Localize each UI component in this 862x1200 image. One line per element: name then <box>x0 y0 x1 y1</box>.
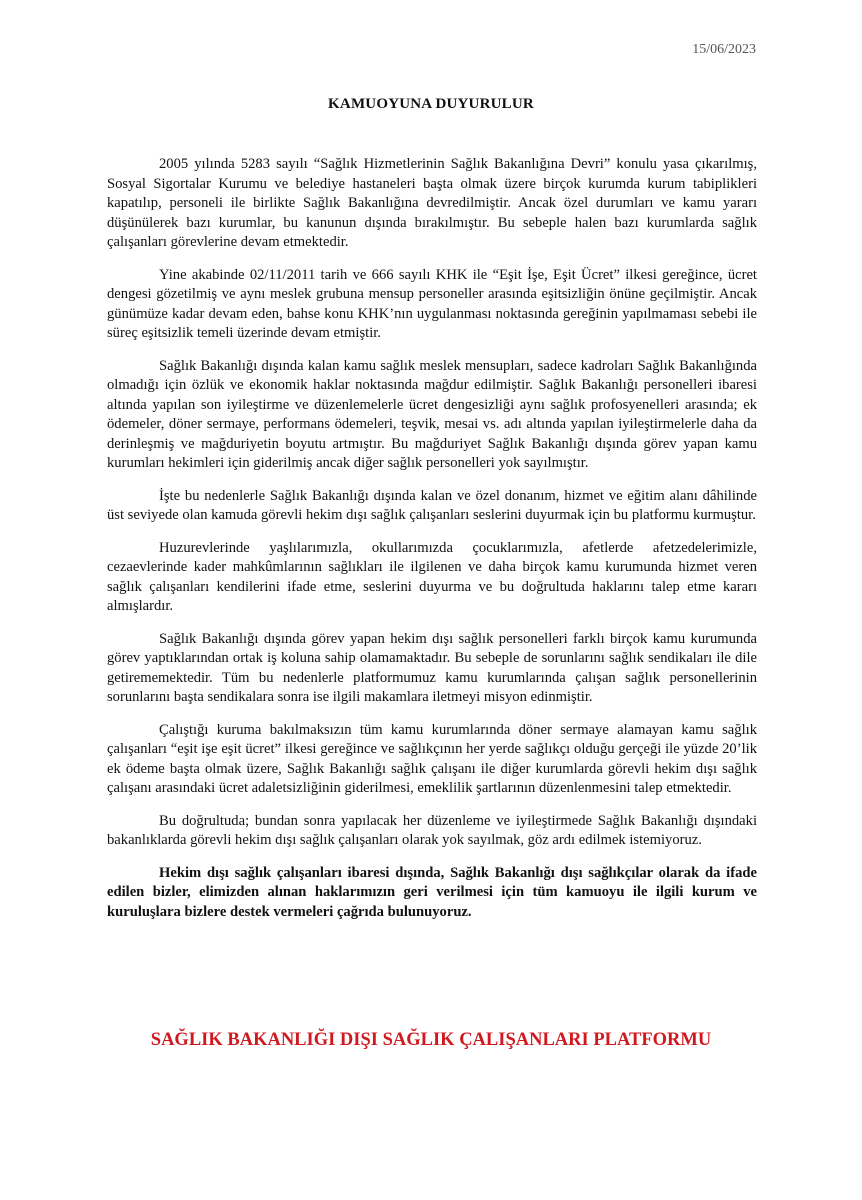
paragraph-4: İşte bu nedenlerle Sağlık Bakanlığı dışında kalan ve özel donanım, hizmet ve eğitim alanı dâhilinde üst seviyede olan kamuda görevli hekim dışı sağlık çalışanları seslerini duyurmak için bu platformu kurmuştur. <box>107 487 757 523</box>
paragraph-8: Bu doğrultuda; bundan sonra yapılacak her düzenleme ve iyileştirmede Sağlık Bakanlığı dışındaki bakanlıklarda görevli hekim dışı sağlık çalışanları olarak yok sayılmak, göz ardı edilmek istemiyoruz. <box>107 812 757 848</box>
paragraph-6: Sağlık Bakanlığı dışında görev yapan hekim dışı sağlık personelleri farklı birçok kamu kurumunda görev yaptıklarından ortak iş koluna sahip olamamaktadır. Bu sebeple de sorunlarını sağlık sendikaları ile dile getirememektedir. Tüm bu nedenlerle platformumuz kamu kurumlarında çalışan sağlık personellerinin sorunlarını başta sendikalara sonra ise ilgili makamlara iletmeyi misyon edinmiştir. <box>107 630 757 705</box>
paragraph-2: Yine akabinde 02/11/2011 tarih ve 666 sayılı KHK ile “Eşit İşe, Eşit Ücret” ilkesi gereğince, ücret dengesi gözetilmiş ve aynı meslek grubuna mensup personeller arasında eşitsizliğin önüne geçilmiştir. Ancak günümüze kadar devam eden, bahse konu KHK’nın uygulanması noktasında gereğinin yapılmaması sebebi ile süreç eşitsizlik temeli üzerinde devam etmiştir. <box>107 266 757 341</box>
document-title: KAMUOYUNA DUYURULUR <box>328 96 534 112</box>
paragraph-3: Sağlık Bakanlığı dışında kalan kamu sağlık meslek mensupları, sadece kadroları Sağlık Bakanlığında olmadığı için özlük ve ekonomik haklar noktasında mağdur edilmiştir. Sağlık Bakanlığı personelleri ibaresi altında yapılan son iyileştirme ve düzenlemelerle ücret dengesizliği aynı sağlık profosyenelleri arasında; ek ödemeler, döner sermaye, performans ödemeleri, teşvik, mesai vs. adı altında yapılan iyileştirmelerle daha da derinleşmiş ve mağduriyetin boyutu artmıştır. Bu mağduriyet Sağlık Bakanlığı dışında görev yapan kamu kurumları hekimleri için giderilmiş ancak diğer sağlık personelleri yok sayılmıştır. <box>107 357 757 471</box>
paragraph-5: Huzurevlerinde yaşlılarımızla, okullarımızda çocuklarımızla, afetlerde afetzedelerimizle, cezaevlerinde kader mahkûmlarının sağlıkları ile ilgilenen ve daha birçok kamu kurumunda hizmet veren sağlık çalışanları kendilerini ifade etme, seslerini duyurma ve bu doğrultuda haklarını talep etme kararı almışlardır. <box>107 539 757 614</box>
paragraph-7: Çalıştığı kuruma bakılmaksızın tüm kamu kurumlarında döner sermaye alamayan kamu sağlık çalışanları “eşit işe eşit ücret” ilkesi gereğince ve sağlıkçının her yerde sağlıkçı olduğu gerçeği ile yüzde 20’lik ek ödeme başta olmak üzere, Sağlık Bakanlığı sağlık çalışanı ile diğer kurumlarda görevli hekim dışı sağlık çalışanı arasındaki ücret adaletsizliğinin giderilmesi, emeklilik şartlarının düzenlenmesini talep etmektedir. <box>107 721 757 796</box>
closing-statement: Hekim dışı sağlık çalışanları ibaresi dışında, Sağlık Bakanlığı dışı sağlıkçılar olarak da ifade edilen bizler, elimizden alınan haklarımızın geri verilmesi için tüm kamuoyu ile ilgili kurum ve kuruluşlara bizlere destek vermeleri çağrıda bulunuyoruz. <box>107 864 757 920</box>
platform-name: SAĞLIK BAKANLIĞI DIŞI SAĞLIK ÇALIŞANLARI PLATFORMU <box>150 1030 712 1050</box>
document-date: 15/06/2023 <box>692 42 756 57</box>
paragraph-1: 2005 yılında 5283 sayılı “Sağlık Hizmetlerinin Sağlık Bakanlığına Devri” konulu yasa çıkarılmış, Sosyal Sigortalar Kurumu ve belediye hastaneleri başta olmak üzere birçok kurumda kurum tabiplikleri kapatılıp, personeli ile birlikte Sağlık Bakanlığına devredilmiştir. Ancak özel durumları ve kamu yararı düşünülerek bazı kurumlar, bu kanunun dışında bırakılmıştır. Bu sebeple halen bazı kurumlarda sağlık çalışanları görevlerine devam etmektedir. <box>107 156 757 250</box>
document-body <box>107 155 757 935</box>
